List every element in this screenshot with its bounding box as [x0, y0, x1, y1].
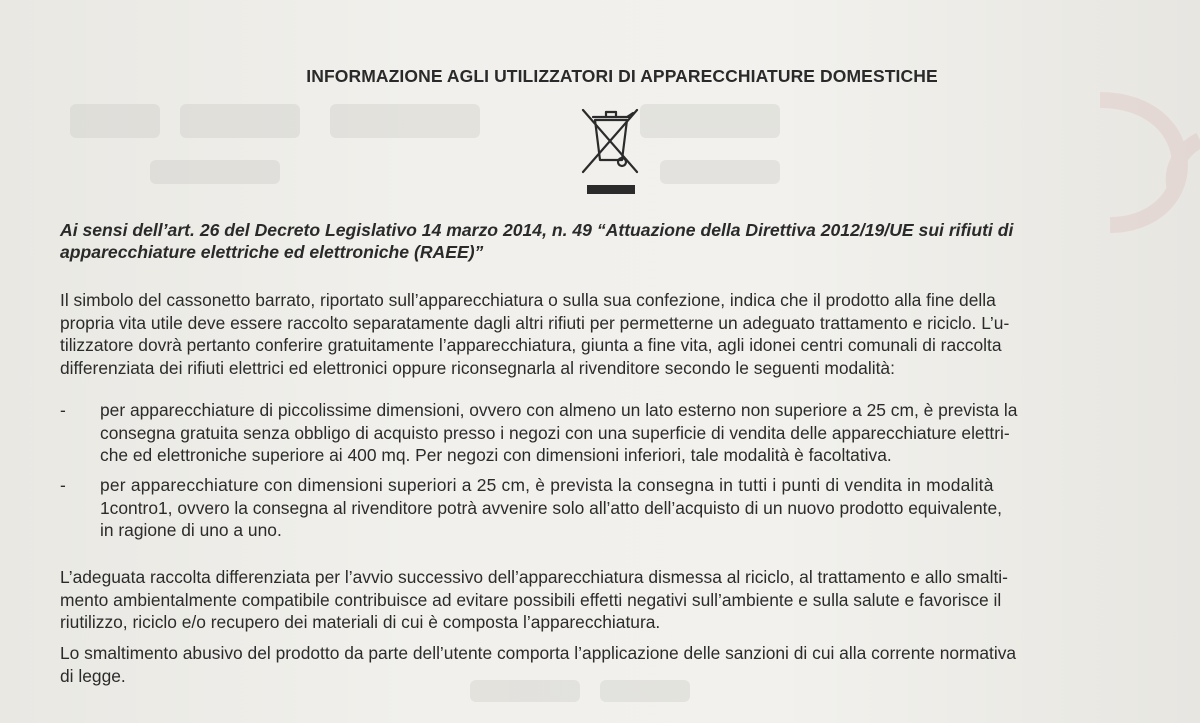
bullet-marker: -: [60, 475, 66, 495]
bullet-1-line-1: per apparecchiature di piccolissime dimensioni, ovvero con almeno un lato esterno non superiore a 25 cm, è prevista la: [100, 400, 1018, 420]
crossed-out-wheelie-bin-icon: [573, 100, 645, 200]
legal-reference-line-1: Ai sensi dell’art. 26 del Decreto Legislativo 14 marzo 2014, n. 49 “Attuazione della Direttiva 2012/19/UE sui rifiuti di: [60, 220, 1014, 240]
document-title: INFORMAZIONE AGLI UTILIZZATORI DI APPARECCHIATURE DOMESTICHE: [306, 66, 938, 86]
closing-line-3: riutilizzo, riciclo e/o recupero dei materiali di cui è composta l’apparecchiatura.: [60, 612, 661, 632]
final-line-1: Lo smaltimento abusivo del prodotto da parte dell’utente comporta l’applicazione delle sanzioni di cui alla corrente normativa: [60, 643, 1017, 663]
closing-line-1: L’adeguata raccolta differenziata per l’avvio successivo dell’apparecchiatura dismessa al riciclo, al trattamento e allo smalti-: [60, 567, 1008, 587]
bullet-text: [100, 474, 1170, 542]
bullet-1-line-2: consegna gratuita senza obbligo di acquisto presso i negozi con una superficie di vendita delle apparecchiature elettri-: [100, 422, 1010, 443]
bullet-text: [100, 399, 1170, 467]
legal-reference: [60, 219, 1170, 263]
intro-paragraph: [60, 289, 1170, 379]
bullet-marker: -: [60, 400, 66, 420]
final-line-2: di legge.: [60, 665, 126, 686]
bullet-2-line-2: 1contro1, ovvero la consegna al rivenditore potrà avvenire solo all’atto dell’acquisto di un nuovo prodotto equivalente,: [100, 497, 1002, 518]
bullet-2-line-3: in ragione di uno a uno.: [100, 520, 282, 540]
final-paragraph: [60, 642, 1170, 687]
closing-line-2: mento ambientalmente compatibile contribuisce ad evitare possibili effetti negativi sull’ambiente e sulla salute e favorisce il: [60, 589, 1002, 610]
closing-paragraph: [60, 566, 1170, 634]
intro-line-3: tilizzatore dovrà pertanto conferire gratuitamente l’apparecchiatura, giunta a fine vita, agli idonei centri comunali di raccolta: [60, 335, 1002, 355]
intro-line-2: propria vita utile deve essere raccolto separatamente dagli altri rifiuti per permetterne un adeguato trattamento e riciclo. L’u-: [60, 312, 1010, 333]
legal-reference-line-2: apparecchiature elettriche ed elettroniche (RAEE)”: [60, 242, 484, 262]
bullet-1-line-3: che ed elettroniche superiore ai 400 mq. Per negozi con dimensioni inferiori, tale modalità è facoltativa.: [100, 445, 892, 465]
bullet-2-line-1: per apparecchiature con dimensioni superiori a 25 cm, è prevista la consegna in tutti i punti di vendita in modalità: [100, 475, 994, 495]
intro-line-4: differenziata dei rifiuti elettrici ed elettronici oppure riconsegnarla al rivenditore secondo le seguenti modalità:: [60, 357, 895, 378]
intro-line-1: Il simbolo del cassonetto barrato, riportato sull’apparecchiatura o sulla sua confezione, indica che il prodotto alla fine della: [60, 290, 996, 310]
